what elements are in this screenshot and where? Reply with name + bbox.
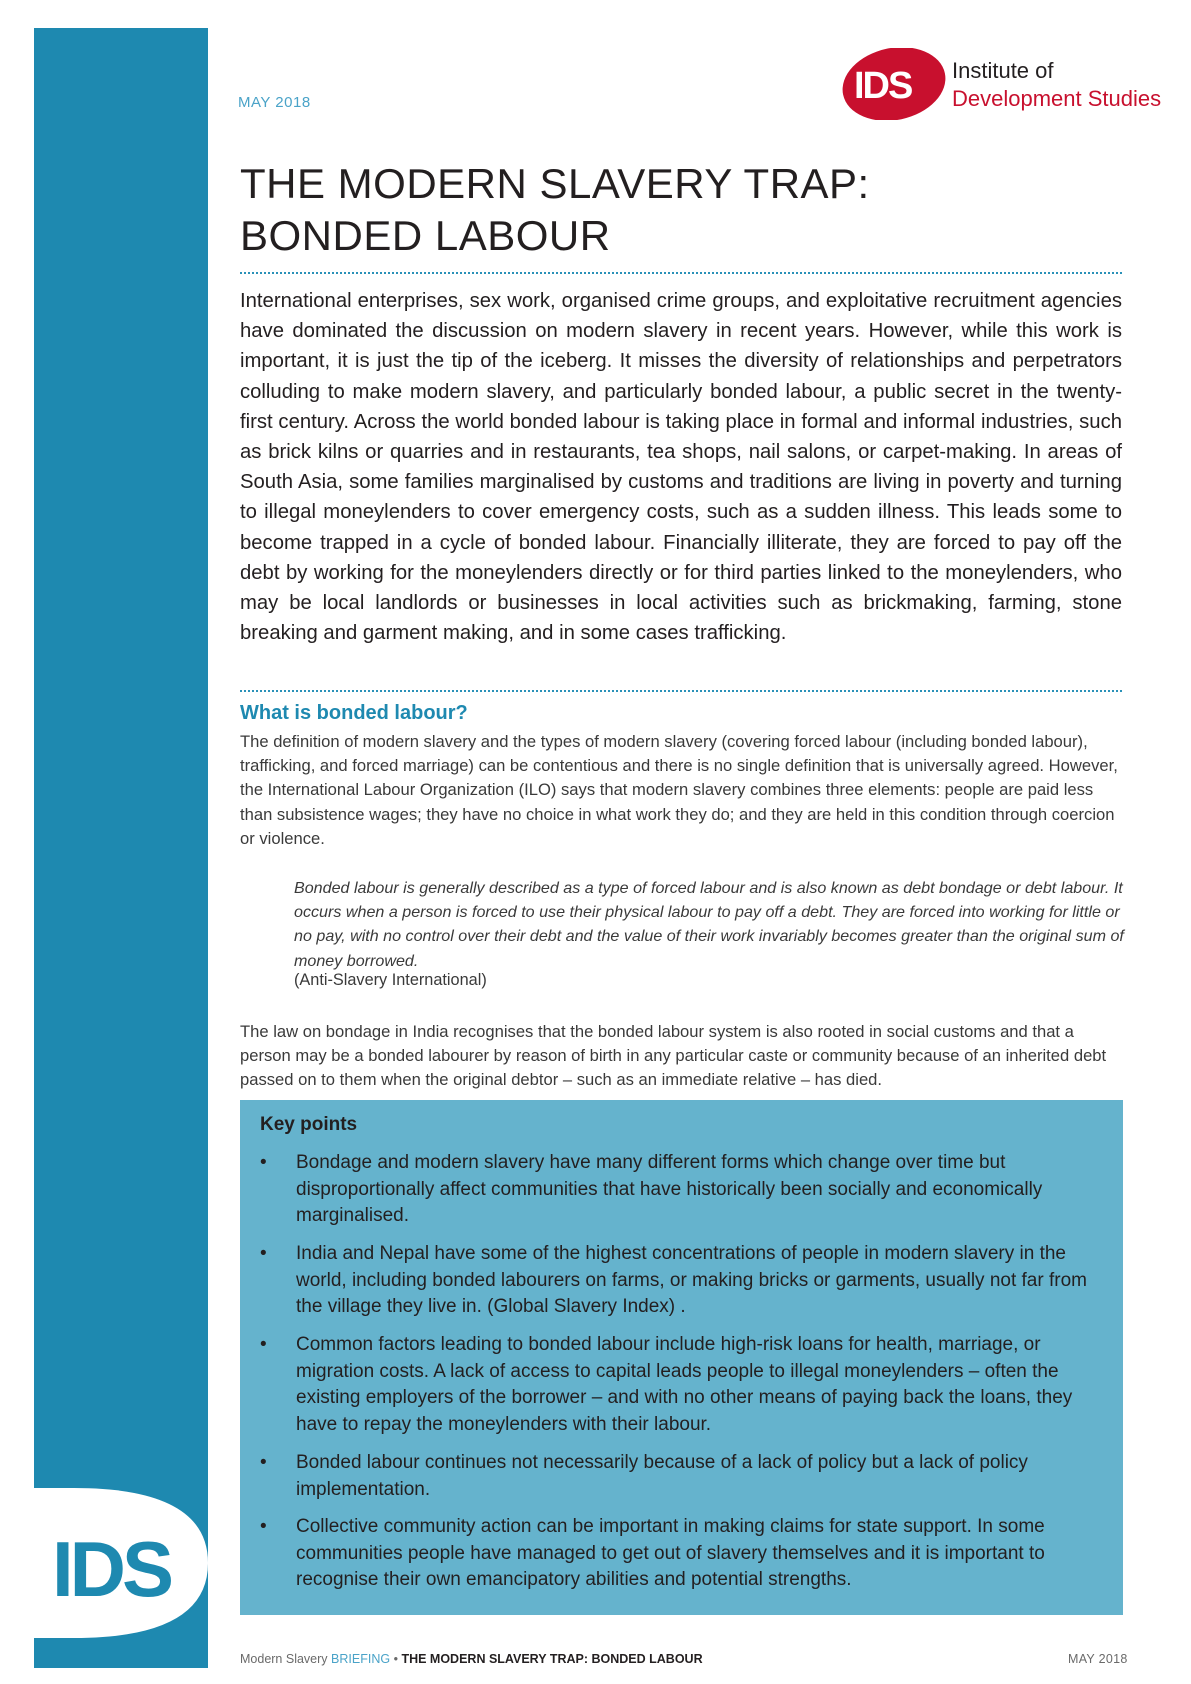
ids-logo — [842, 48, 1172, 120]
lead-paragraph: International enterprises, sex work, organised crime groups, and exploitative recruitment agencies have dominated the discussion on modern slavery in recent years. However, while this work is important, it is just the tip of the iceberg. It misses the diversity of relationships and perpetrators colluding to make modern slavery, and particularly bonded labour, a public secret in the twenty-first century. Across the world bonded labour is taking place in formal and informal industries, such as brick kilns or quarries and in restaurants, tea shops, nail salons, or carpet-making. In areas of South Asia, some families marginalised by customs and traditions are living in poverty and turning to illegal moneylenders to cover emergency costs, such as a sudden illness. This leads some to become trapped in a cycle of bonded labour. Financially illiterate, they are forced to pay off the debt by working for the moneylenders directly or for third parties linked to the moneylenders, who may be local landlords or businesses in local activities such as brickmaking, farming, stone breaking and garment making, and in some cases trafficking. — [240, 290, 1122, 645]
key-point-text: Bonded labour continues not necessarily because of a lack of policy but a lack of policy implementation. — [296, 1452, 1028, 1500]
logo-line-2: Development Studies — [952, 86, 1162, 111]
key-point-text: India and Nepal have some of the highest concentrations of people in modern slavery in the world, including bonded labourers on farms, or making bricks or garments, usually not far from the village they live in. (Global Slavery Index) . — [296, 1243, 1087, 1317]
key-point-text: Collective community action can be important in making claims for state support. In some communities people have managed to get out of slavery themselves and it is important to recognise their own emancipatory abilities and potential strengths. — [296, 1516, 1045, 1590]
key-points-title: Key points — [260, 1114, 358, 1135]
definition-paragraph: The definition of modern slavery and the types of modern slavery (covering forced labour (including bonded labour), trafficking, and forced marriage) can be contentious and there is no single definition that is universally agreed. However, the International Labour Organization (ILO) says that modern slavery combines three elements: people are paid less than subsistence wages; they have no choice in what work they do; and they are held in this condition through coercion or violence. — [240, 732, 1118, 848]
footer-series: Modern Slavery — [240, 1652, 328, 1666]
footer-separator: • — [393, 1652, 398, 1666]
key-point-text: Common factors leading to bonded labour include high-risk loans for health, marriage, or migration costs. A lack of access to capital leads people to illegal moneylenders – often the existing employers of the borrower – and with no other means of paying back the loans, they have to repay the moneylenders with their labour. — [296, 1334, 1073, 1435]
key-point-1 — [260, 1150, 1116, 1230]
logo-line-1: Institute of — [952, 58, 1054, 83]
bullet-marker: • — [260, 1334, 267, 1355]
quote-source: (Anti-Slavery International) — [294, 971, 487, 989]
india-law-paragraph: The law on bondage in India recognises that the bonded labour system is also rooted in social customs and that a person may be a bonded labourer by reason of birth in any particular caste or community because of an inherited debt passed on to them when the original debtor – such as an immediate relative – has died. — [240, 1022, 1107, 1090]
footer-date: MAY 2018 — [1068, 1652, 1128, 1666]
issue-date: MAY 2018 — [238, 94, 311, 111]
footer-running-title — [240, 1652, 703, 1666]
logo-mark: IDS — [854, 65, 912, 107]
page-title — [240, 158, 870, 262]
title-line-1: THE MODERN SLAVERY TRAP: — [240, 160, 870, 207]
bullet-marker: • — [260, 1516, 267, 1537]
ids-sidebar-logo — [34, 1488, 208, 1638]
key-point-text: Bondage and modern slavery have many different forms which change over time but disproportionally affect communities that have historically been socially and economically marginalised. — [296, 1152, 1043, 1226]
key-point-4 — [260, 1450, 1116, 1503]
bullet-marker: • — [260, 1243, 267, 1264]
footer-title: THE MODERN SLAVERY TRAP: BONDED LABOUR — [401, 1652, 703, 1666]
divider-top — [240, 272, 1122, 274]
series-sidebar — [34, 28, 208, 1668]
divider-section — [240, 690, 1122, 692]
key-points-box — [240, 1100, 1123, 1615]
bullet-marker: • — [260, 1452, 267, 1473]
section-heading: What is bonded labour? — [240, 702, 468, 724]
title-line-2: BONDED LABOUR — [240, 212, 611, 259]
bullet-marker: • — [260, 1152, 267, 1173]
footer-briefing: BRIEFING — [331, 1652, 391, 1666]
block-quote: Bonded labour is generally described as a type of forced labour and is also known as debt bondage or debt labour. It occurs when a person is forced to use their physical labour to pay off a debt. They are forced into working for little or no pay, with no control over their debt and the value of their work invariably becomes greater than the original sum of money borrowed. — [294, 879, 1124, 970]
sidebar-logo-text: IDS — [52, 1525, 171, 1613]
key-point-2 — [260, 1241, 1116, 1321]
key-point-3 — [260, 1332, 1116, 1438]
series-title-vertical — [202, 30, 208, 1090]
key-point-5 — [260, 1514, 1116, 1594]
